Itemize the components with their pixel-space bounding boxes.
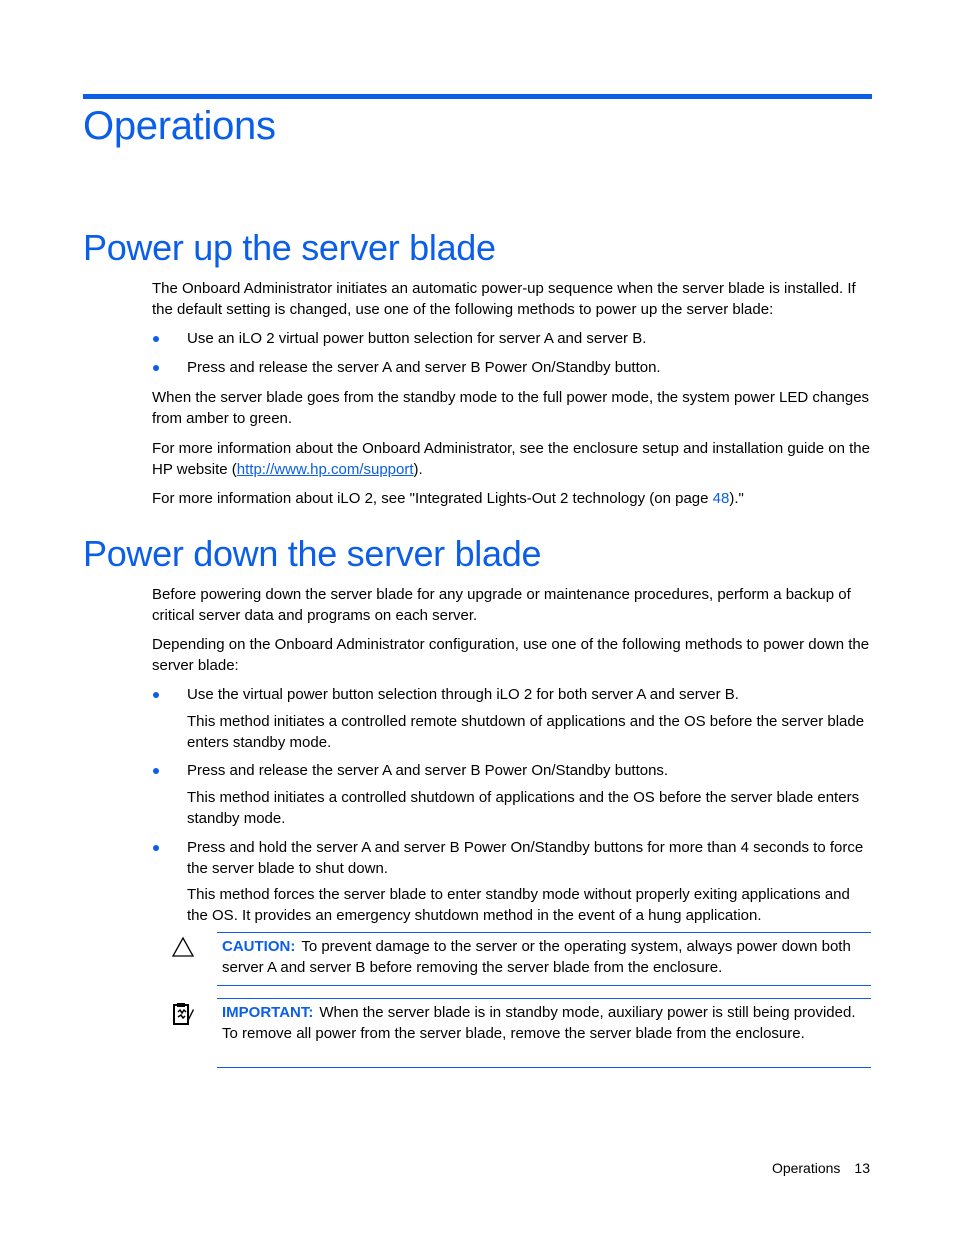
list-item — [152, 838, 874, 879]
list-item-text: Press and release the server A and server B Power On/Standby button. — [187, 359, 661, 376]
caution-text: To prevent damage to the server or the operating system, always power down both server A and server B before removing the server blade from the enclosure. — [222, 938, 851, 976]
footer-section: Operations — [771, 1160, 841, 1176]
bullet-icon — [153, 336, 159, 342]
caution-notice — [217, 932, 871, 986]
important-text: When the server blade is in standby mode, auxiliary power is still being provided. To remove all power from the server blade, remove the server blade from the enclosure. — [222, 1004, 856, 1042]
list-item — [152, 358, 874, 379]
page-footer — [772, 1158, 870, 1178]
list-item-text: Press and hold the server A and server B Power On/Standby buttons for more than 4 seconds to force the server blade to shut down. — [187, 839, 864, 877]
power-down-methods-intro: Depending on the Onboard Administrator configuration, use one of the following methods to power down the server blade: — [152, 636, 870, 674]
power-up-heading: Power up the server blade — [83, 227, 496, 268]
chapter-rule — [83, 94, 872, 99]
ilo-page-link[interactable]: 48 — [712, 490, 730, 507]
bullet-icon — [153, 365, 159, 371]
oa-info — [152, 439, 874, 480]
important-label: IMPORTANT: — [222, 1004, 314, 1021]
caution-label: CAUTION: — [222, 938, 296, 955]
important-clipboard-icon — [171, 1001, 195, 1032]
important-notice — [217, 998, 871, 1068]
list-item — [152, 685, 874, 706]
list-item-detail: This method forces the server blade to enter standby mode without properly exiting applications and the OS. It provides an emergency shutdown method in the event of a hung application. — [187, 886, 850, 924]
list-item — [152, 329, 874, 350]
bullet-icon — [153, 692, 159, 698]
oa-info-suffix: ). — [413, 460, 423, 478]
led-note: When the server blade goes from the standby mode to the full power mode, the system power LED changes from amber to green. — [152, 389, 870, 427]
list-item — [152, 761, 874, 782]
hp-support-link[interactable]: http://www.hp.com/support — [236, 460, 414, 478]
list-item-text: Use the virtual power button selection through iLO 2 for both server A and server B. — [187, 686, 739, 703]
list-item-detail: This method initiates a controlled remote shutdown of applications and the OS before the server blade enters standby mode. — [187, 713, 865, 751]
page-number: 13 — [854, 1160, 870, 1176]
ilo-info-suffix: )." — [729, 490, 744, 507]
ilo-info — [152, 489, 874, 510]
list-item-text: Press and release the server A and server B Power On/Standby buttons. — [187, 762, 669, 779]
oa-info-prefix: For more information about the Onboard Administrator, see the enclosure setup and installation guide on the HP website ( — [152, 440, 870, 478]
list-item-text: Use an iLO 2 virtual power button selection for server A and server B. — [187, 330, 647, 347]
power-down-intro: Before powering down the server blade for any upgrade or maintenance procedures, perform a backup of critical server data and programs on each server. — [152, 586, 851, 624]
bullet-icon — [153, 845, 159, 851]
chapter-title: Operations — [83, 104, 276, 148]
power-up-intro: The Onboard Administrator initiates an automatic power-up sequence when the server blade is installed. If the default setting is changed, use one of the following methods to power up the server blade: — [152, 280, 856, 318]
list-item-detail: This method initiates a controlled shutdown of applications and the OS before the server blade enters standby mode. — [187, 789, 860, 827]
caution-triangle-icon — [171, 936, 195, 963]
ilo-info-prefix: For more information about iLO 2, see "Integrated Lights-Out 2 technology (on page — [152, 490, 713, 507]
power-down-heading: Power down the server blade — [83, 533, 542, 574]
bullet-icon — [153, 768, 159, 774]
